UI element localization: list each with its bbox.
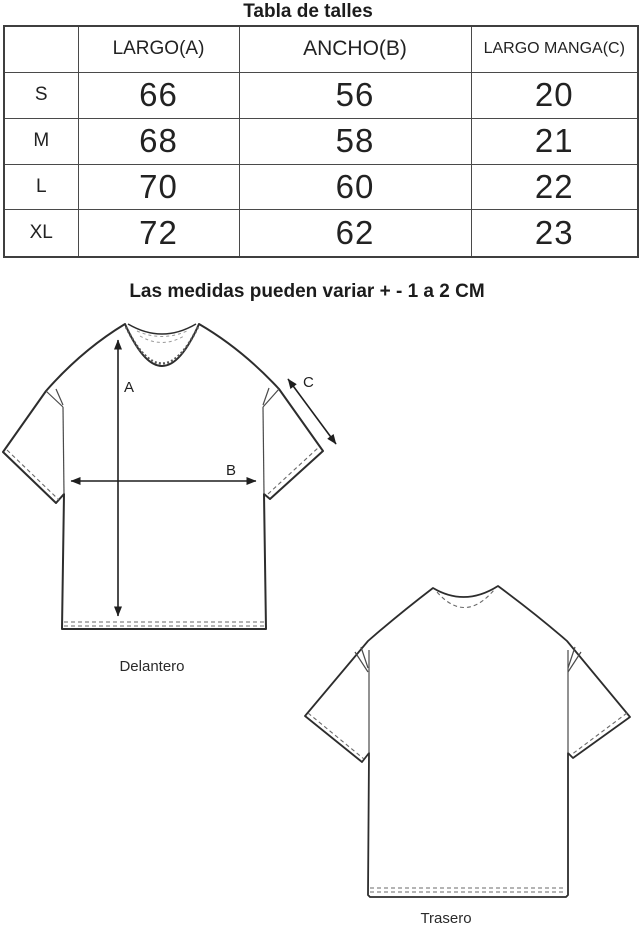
page-title: Tabla de talles (243, 1, 373, 22)
largo-value: 66 (78, 72, 239, 118)
back-shirt-drawing (305, 586, 630, 926)
ancho-value: 62 (239, 209, 471, 257)
manga-value: 21 (471, 118, 638, 164)
garment-diagrams (0, 300, 640, 926)
table-row (4, 118, 638, 164)
largo-value: 70 (78, 164, 239, 209)
header-manga: LARGO MANGA(C) (471, 26, 638, 72)
front-shirt-outline (3, 324, 323, 629)
arrow-c-label: C (303, 374, 314, 391)
size-label: XL (4, 209, 78, 257)
front-label: Delantero (119, 658, 185, 675)
header-ancho: ANCHO(B) (239, 26, 471, 72)
manga-value: 22 (471, 164, 638, 209)
size-table (3, 25, 639, 258)
table-header-row (4, 26, 638, 72)
size-label: M (4, 118, 78, 164)
largo-value: 68 (78, 118, 239, 164)
ancho-value: 60 (239, 164, 471, 209)
back-shirt-outline (305, 586, 630, 897)
table-row (4, 72, 638, 118)
manga-value: 23 (471, 209, 638, 257)
header-largo: LARGO(A) (78, 26, 239, 72)
ancho-value: 56 (239, 72, 471, 118)
manga-value: 20 (471, 72, 638, 118)
tolerance-note: Las medidas pueden variar + - 1 a 2 CM (129, 281, 485, 302)
front-shirt-drawing (3, 324, 336, 675)
header-size-cell (4, 26, 78, 72)
arrow-a-label: A (124, 379, 135, 396)
table-row (4, 209, 638, 257)
size-label: L (4, 164, 78, 209)
size-label: S (4, 72, 78, 118)
ancho-value: 58 (239, 118, 471, 164)
arrow-b-label: B (226, 462, 237, 479)
largo-value: 72 (78, 209, 239, 257)
table-row (4, 164, 638, 209)
back-label: Trasero (420, 910, 472, 926)
